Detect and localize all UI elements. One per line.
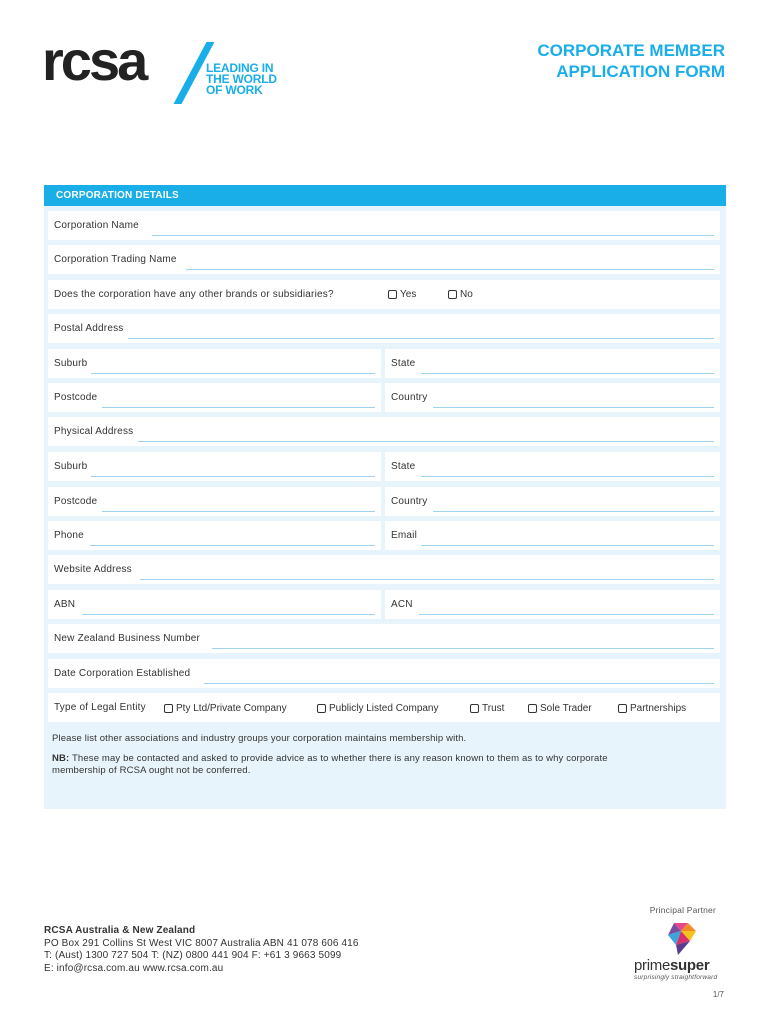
- nzbn-input[interactable]: [212, 648, 714, 649]
- footer-org: RCSA Australia & New Zealand: [44, 925, 196, 936]
- physical-country-cell: [385, 487, 720, 516]
- field-label: State: [391, 461, 416, 472]
- checkbox-icon[interactable]: [618, 704, 627, 713]
- field-label: State: [391, 358, 416, 369]
- option-label: Sole Trader: [540, 703, 592, 714]
- footer-postal: PO Box 291 Collins St West VIC 8007 Australia ABN 41 078 606 416: [44, 937, 359, 949]
- physical-address-input[interactable]: [138, 441, 714, 442]
- postal-country-cell: [385, 383, 720, 412]
- checkbox-icon[interactable]: [164, 704, 173, 713]
- trading-name-input[interactable]: [186, 269, 714, 270]
- field-label: Suburb: [54, 358, 88, 369]
- field-label: Does the corporation have any other brands or subsidiaries?: [54, 289, 334, 300]
- primesuper-mark-icon: [664, 921, 698, 957]
- checkbox-icon[interactable]: [470, 704, 479, 713]
- partner-label: Principal Partner: [649, 905, 716, 915]
- nb-label: NB:: [52, 753, 70, 764]
- entity-option-pty-ltd[interactable]: [164, 703, 287, 714]
- logo-tagline-line: LEADING IN: [206, 61, 274, 75]
- postal-suburb-cell: [48, 349, 381, 378]
- title-line: CORPORATE MEMBER: [537, 41, 725, 60]
- option-label: No: [460, 289, 473, 300]
- checkbox-icon[interactable]: [388, 290, 397, 299]
- corporation-name-input[interactable]: [152, 235, 714, 236]
- postal-country-input[interactable]: [433, 407, 714, 408]
- physical-country-input[interactable]: [433, 511, 714, 512]
- physical-state-cell: [385, 452, 720, 481]
- field-label: New Zealand Business Number: [54, 633, 201, 644]
- postal-state-cell: [385, 349, 720, 378]
- acn-input[interactable]: [419, 614, 714, 615]
- phone-input[interactable]: [90, 545, 375, 546]
- corporation-details-form: [44, 185, 726, 809]
- nb-text: membership of RCSA ought not be conferred.: [52, 765, 251, 776]
- corporation-name-row: [48, 211, 720, 240]
- logo-tagline: [206, 63, 277, 96]
- postal-postcode-input[interactable]: [102, 407, 375, 408]
- physical-postcode-cell: [48, 487, 381, 516]
- rcsa-logo: [42, 29, 302, 103]
- field-label: ABN: [54, 599, 76, 610]
- website-input[interactable]: [140, 579, 714, 580]
- postal-postcode-cell: [48, 383, 381, 412]
- field-label: Postcode: [54, 392, 98, 403]
- field-label: Corporation Trading Name: [54, 254, 177, 265]
- subsidiaries-row: [48, 280, 720, 309]
- postal-suburb-input[interactable]: [91, 373, 375, 374]
- option-label: Publicly Listed Company: [329, 703, 439, 714]
- field-label: Physical Address: [54, 426, 134, 437]
- entity-option-sole-trader[interactable]: [528, 703, 592, 714]
- website-row: [48, 555, 720, 584]
- abn-cell: [48, 590, 381, 619]
- page-number: 1/7: [712, 990, 724, 999]
- section-header: CORPORATION DETAILS: [44, 185, 726, 206]
- primesuper-tagline: surprisingly straightforward: [634, 974, 718, 981]
- field-label: ACN: [391, 599, 413, 610]
- field-label: Postcode: [54, 496, 98, 507]
- phone-cell: [48, 521, 381, 550]
- field-label: Date Corporation Established: [54, 668, 191, 679]
- checkbox-icon[interactable]: [317, 704, 326, 713]
- option-label: Pty Ltd/Private Company: [176, 703, 287, 714]
- postal-address-row: [48, 314, 720, 343]
- abn-input[interactable]: [82, 614, 375, 615]
- field-label: Type of Legal Entity: [54, 702, 146, 713]
- document-title: [537, 40, 725, 82]
- field-label: Suburb: [54, 461, 88, 472]
- checkbox-icon[interactable]: [448, 290, 457, 299]
- physical-suburb-cell: [48, 452, 381, 481]
- nzbn-row: [48, 624, 720, 653]
- nb-text: These may be contacted and asked to provide advice as to whether there is any reason known to them as to why corporate: [71, 753, 608, 764]
- no-option[interactable]: [448, 289, 473, 300]
- physical-state-input[interactable]: [421, 476, 714, 477]
- footer-contact: E: info@rcsa.com.au www.rcsa.com.au: [44, 962, 224, 974]
- trading-name-row: [48, 245, 720, 274]
- entity-option-trust[interactable]: [470, 703, 504, 714]
- wordmark-prime: prime: [634, 957, 671, 974]
- yes-option[interactable]: [388, 289, 416, 300]
- checkbox-icon[interactable]: [528, 704, 537, 713]
- email-input[interactable]: [421, 545, 714, 546]
- logo-tagline-line: THE WORLD: [206, 72, 277, 86]
- associations-note: Please list other associations and industry groups your corporation maintains membership with.: [52, 733, 467, 744]
- entity-option-public[interactable]: [317, 703, 439, 714]
- footer-address: [44, 925, 359, 975]
- legal-entity-row: [48, 693, 720, 722]
- option-label: Trust: [482, 703, 505, 714]
- nb-note: [52, 753, 608, 777]
- logo-tagline-line: OF WORK: [206, 83, 263, 97]
- entity-option-partnerships[interactable]: [618, 703, 686, 714]
- primesuper-wordmark: [634, 957, 709, 974]
- email-cell: [385, 521, 720, 550]
- option-label: Partnerships: [630, 703, 687, 714]
- field-label: Postal Address: [54, 323, 124, 334]
- physical-suburb-input[interactable]: [91, 476, 375, 477]
- field-label: Country: [391, 392, 428, 403]
- physical-postcode-input[interactable]: [102, 511, 375, 512]
- wordmark-super: super: [670, 957, 710, 974]
- field-label: Email: [391, 530, 418, 541]
- postal-state-input[interactable]: [421, 373, 714, 374]
- field-label: Country: [391, 496, 428, 507]
- field-label: Corporation Name: [54, 220, 139, 231]
- primesuper-logo: [634, 921, 734, 987]
- footer-phones: T: (Aust) 1300 727 504 T: (NZ) 0800 441 904 F: +61 3 9663 5099: [44, 950, 342, 961]
- physical-address-row: [48, 417, 720, 446]
- date-established-input[interactable]: [204, 683, 714, 684]
- title-line: APPLICATION FORM: [556, 62, 725, 81]
- field-label: Phone: [54, 530, 84, 541]
- field-label: Website Address: [54, 564, 132, 575]
- acn-cell: [385, 590, 720, 619]
- postal-address-input[interactable]: [128, 338, 714, 339]
- option-label: Yes: [400, 289, 417, 300]
- date-established-row: [48, 659, 720, 688]
- logo-wordmark: rcsa: [42, 29, 146, 92]
